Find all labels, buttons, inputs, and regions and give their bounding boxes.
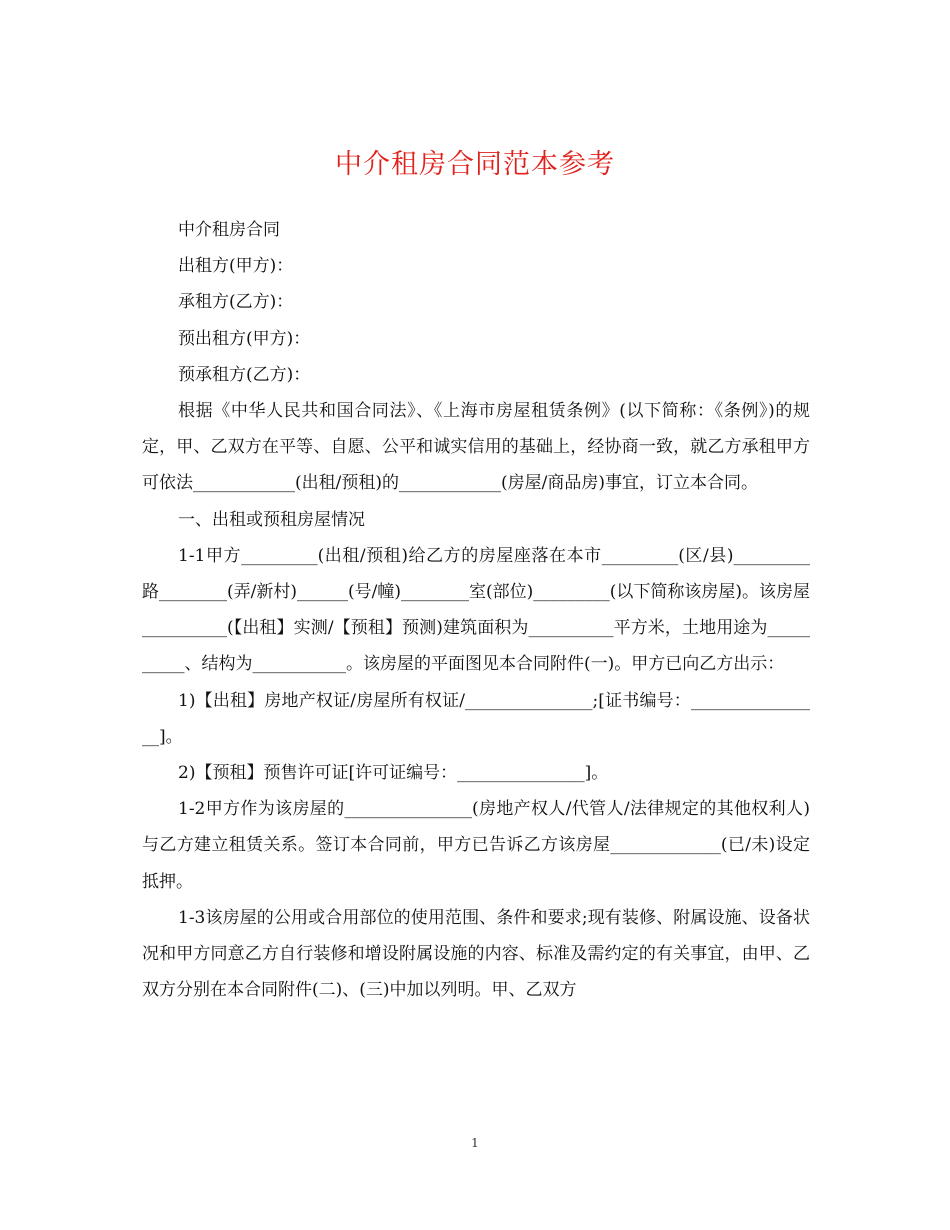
document-title: 中介租房合同范本参考	[335, 149, 615, 180]
clause-1-3: 1-3该房屋的公用或合用部位的使用范围、条件和要求;现有装修、附属设施、设备状况和甲方同意乙方自行装修和增设附属设施的内容、标准及需约定的有关事宜，由甲、乙双方分别在本合同附件(二)、(三)中加以列明。甲、乙双方	[142, 907, 810, 1001]
clause-1-1: 1-1甲方_________(出租/预租)给乙方的房屋座落在本市_________(区/县)_________路________(弄/新村)______(号/幢)________室(部位)_________(以下简称该房屋)。该房屋__________(【出租】实测/【预租】预测)建筑面积为__________平方米，土地用途为__________、结构为___________。该房屋的平面图见本合同附件(一)。甲方已向乙方出示：	[142, 545, 811, 675]
clause-1-1-item-2: 2)【预租】预售许可证[许可证编号：_______________]。	[178, 763, 609, 784]
clause-1-2: 1-2甲方作为该房屋的_______________(房地产权人/代管人/法律规定的其他权利人)与乙方建立租赁关系。签订本合同前，甲方已告诉乙方该房屋_____________(已/未)设定抵押。	[142, 799, 810, 892]
paragraph-pre-lessor: 预出租方(甲方)：	[178, 328, 311, 349]
paragraph-preamble: 根据《中华人民共和国合同法》、《上海市房屋租赁条例》(以下简称：《条例》)的规定，甲、乙双方在平等、自愿、公平和诚实信用的基础上，经协商一致，就乙方承租甲方可依法____________(出租/预租)的____________(房屋/商品房)事宜，订立本合同。	[142, 401, 810, 494]
section-heading-1: 一、出租或预租房屋情况	[178, 509, 365, 530]
paragraph-pre-lessee: 预承租方(乙方)：	[178, 364, 311, 385]
clause-1-1-item-1: 1)【出租】房地产权证/房屋所有权证/_______________;[证书编号：________________]。	[142, 690, 810, 747]
paragraph-lessor: 出租方(甲方)：	[178, 256, 294, 277]
paragraph-contract-name: 中介租房合同	[178, 220, 280, 240]
paragraph-lessee: 承租方(乙方)：	[178, 292, 294, 313]
document-body	[142, 212, 810, 1008]
page-number: 1	[471, 1136, 479, 1150]
